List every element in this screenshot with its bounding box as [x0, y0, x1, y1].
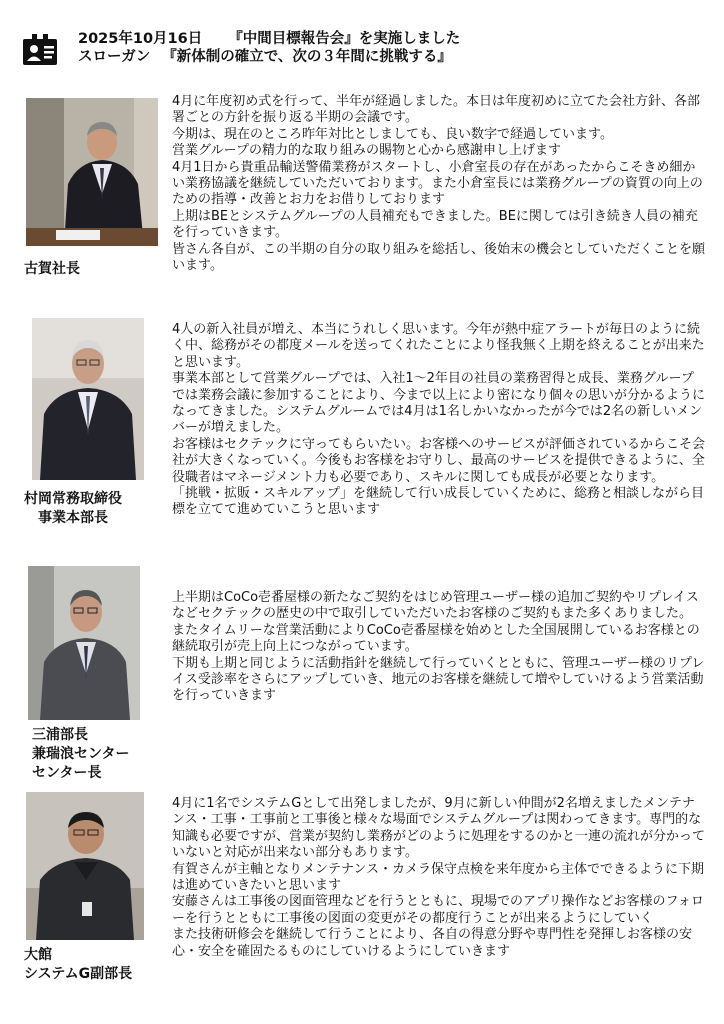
- id-badge-icon: [22, 34, 58, 66]
- speaker-title: センター長: [32, 765, 102, 781]
- page-title: 『中間目標報告会』を実施しました: [228, 31, 461, 47]
- speaker-photo-koga: [26, 98, 158, 246]
- speech-paragraph: 営業グループの精力的な取り組みの賜物と心から感謝申し上げます: [172, 143, 561, 159]
- speaker-caption-miura: [32, 726, 129, 783]
- speech-paragraph: 上半期はCoCo壱番屋様の新たなご契約をはじめ管理ユーザー様の追加ご契約やリプレイスなどセクテックの歴史の中で取引していただいたお客様のご契約もまた多くありました。: [172, 590, 699, 622]
- speech-paragraph: 安藤さんは工事後の図面管理などを行うとともに、現場でのアプリ操作などお客様のフォローを行うとともに工事後の図面の変更がその都度行うことが出来るようにしていく: [172, 894, 704, 926]
- speech-paragraph: 事業本部として営業グループでは、入社1～2年目の社員の業務習得と成長、業務グループでは業務会議に参加することにより、今まで以上により密になり個々の思いが分かるようになってきました。システムグルームでは4月は1名しかいなかったが今では2名の新しいメンバーが増えました。: [172, 371, 706, 436]
- speaker-title: 事業本部長: [38, 510, 108, 526]
- speech-text-odate: [172, 796, 706, 960]
- speech-text-muraoka: [172, 322, 706, 519]
- speech-text-koga: [172, 94, 706, 274]
- speech-paragraph: 下期も上期と同じように活動指針を継続して行っていくとともに、管理ユーザー様のリプレイス受診率をさらにアップしていき、地元のお客様を継続して増やしていけるよう営業活動を行っていきます: [172, 655, 705, 704]
- slogan-line: [78, 48, 460, 66]
- speaker-photo-odate: [26, 792, 144, 940]
- speech-paragraph: 「挑戦・拡販・スキルアップ」を継続して行い成長していくために、総務と相談しながら目標を立てて進めていこうと思います: [172, 486, 704, 518]
- report-date: 2025年10月16日: [78, 31, 203, 47]
- speaker-name: 村岡常務取締役: [24, 491, 122, 507]
- speaker-photo-miura: [28, 566, 140, 720]
- speaker-title: 兼瑞浪センター: [32, 746, 130, 762]
- speech-paragraph: 4月に年度初め式を行って、半年が経過しました。本日は年度初めに立てた会社方針、各部署ごとの方針を振り返る半期の会議です。: [172, 94, 701, 126]
- speech-paragraph: 4月1日から貴重品輸送警備業務がスタートし、小倉室長の存在があったからこそきめ細かい業務協議を継続していただいております。また小倉室長には業務グループの資質の向上のための指導・改善とお力をお借りしております: [172, 159, 703, 208]
- speaker-caption-muraoka: [24, 490, 122, 528]
- speech-paragraph: お客様はセクテックに守ってもらいたい。お客様へのサービスが評価されているからこそ会社が大きくなっていく。今後もお客様をお守りし、最高のサービスを提供できるように、全役職者はマネージメント力も必要であり、スキルに関しても成長が必要となります。: [172, 436, 706, 485]
- speech-paragraph: またタイムリーな営業活動によりCoCo壱番屋様を始めとした全国展開しているお客様との継続取引が売上向上につながっています。: [172, 622, 700, 655]
- speech-paragraph: 有賀さんが主軸となりメンテナンス・カメラ保守点検を来年度から主体でできるように下期は進めていきたいと思います: [172, 861, 704, 894]
- speech-paragraph: 上期はBEとシステムグループの人員補充もできました。BEに関しては引き続き人員の補充を行っていきます。: [172, 208, 698, 241]
- header-title-line: [78, 30, 460, 48]
- slogan-text: 『新体制の確立で、次の３年間に挑戦する』: [162, 49, 452, 65]
- speaker-photo-muraoka: [32, 318, 144, 480]
- speech-paragraph: 4月に1名でシステムGとして出発しましたが、9月に新しい仲間が2名増えましたメンテナンス・工事・工事前と工事後と様々な場面でシステムグループは関わってきます。専門的な知識も必要ですが、営業が契約し業務がどのように処理をするのかと一連の流れが分かっていないと対応が出来ない部分もあります。: [172, 796, 706, 861]
- speaker-caption-odate: [24, 946, 132, 984]
- speaker-name: 大館: [24, 947, 52, 963]
- speaker-name: 三浦部長: [32, 727, 88, 743]
- speaker-title: システムG副部長: [24, 966, 133, 982]
- speech-paragraph: 4人の新入社員が増え、本当にうれしく思います。今年が熱中症アラートが毎日のように続く中、総務がその都度メールを送ってくれたことにより怪我無く上期を終えることが出来たと思います。: [172, 322, 705, 370]
- slogan-label: スローガン: [78, 49, 151, 65]
- speech-paragraph: また技術研修会を継続して行うことにより、各自の得意分野や専門性を発揮しお客様の安心・安全を確固たるものにしていけるようにしていきます: [172, 927, 693, 959]
- speech-paragraph: 皆さん各自が、この半期の自分の取り組みを総括し、後始末の機会としていただくことを願います。: [172, 241, 706, 274]
- speaker-caption-koga: [24, 260, 80, 279]
- speech-text-miura: [172, 590, 706, 705]
- speaker-name: 古賀社長: [24, 261, 80, 277]
- speech-paragraph: 今期は、現在のところ昨年対比としましても、良い数字で経過しています。: [172, 126, 613, 142]
